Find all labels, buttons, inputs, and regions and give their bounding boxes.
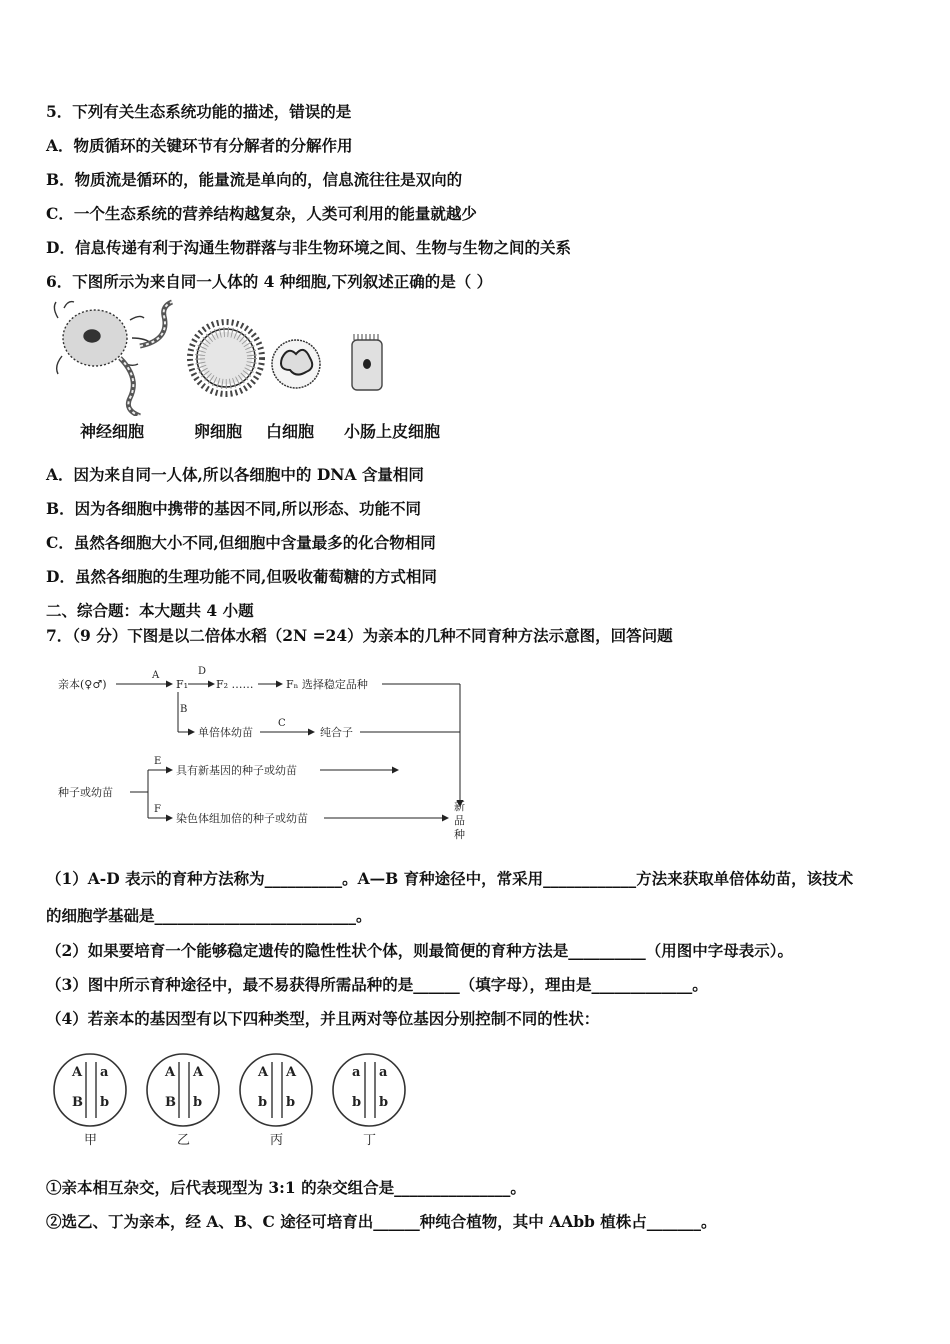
flow-newvariety-3: 种: [454, 828, 465, 841]
nerve-cell-drawing: [54, 302, 172, 416]
cell-label-nerve: 神经细胞: [80, 422, 145, 441]
cell-label-white: 白细胞: [266, 422, 315, 441]
genotype-diagrams: [52, 1052, 432, 1152]
genotype-ding-bottom-left: b: [352, 1095, 362, 1110]
genotype-yi-top-right: A: [193, 1065, 204, 1080]
flow-label-d: D: [198, 666, 207, 677]
question-5-stem: 5．下列有关生态系统功能的描述，错误的是: [46, 102, 352, 121]
flow-label-c: C: [278, 718, 286, 729]
question-6-stem: 6．下图所示为来自同一人体的 4 种细胞,下列叙述正确的是（ ）: [46, 272, 493, 291]
question-7-part-4: （4）若亲本的基因型有以下四种类型，并且两对等位基因分别控制不同的性状：: [46, 1009, 600, 1028]
flow-parent: 亲本(♀♂): [58, 678, 107, 691]
question-7-part-3: （3）图中所示育种途径中，最不易获得所需品种的是______（填字母），理由是_____________。: [46, 975, 708, 994]
genotype-jia-bottom-left: B: [72, 1095, 83, 1110]
flow-fn: Fₙ 选择稳定品种: [286, 678, 368, 691]
genotype-yi: [147, 1054, 219, 1148]
flow-label-b: B: [180, 704, 188, 715]
egg-cell-drawing: [190, 322, 262, 394]
question-5-option-d: D．信息传递有利于沟通生物群落与非生物环境之间、生物与生物之间的关系: [46, 238, 571, 257]
flow-newvariety-1: 新: [454, 800, 465, 813]
flow-label-a: A: [152, 670, 160, 681]
cell-label-intestinal: 小肠上皮细胞: [344, 422, 441, 441]
question-7-part-1a: （1）A-D 表示的育种方法称为__________。A—B 育种途径中，常采用____________方法来获取单倍体幼苗，该技术: [46, 869, 854, 888]
genotype-bing-top-right: A: [286, 1065, 297, 1080]
cell-drawings: [50, 298, 470, 416]
question-7-stem: 7．（9 分）下图是以二倍体水稻（2N =24）为亲本的几种不同育种方法示意图，回答问题: [46, 626, 673, 645]
section-heading: 二、综合题：本大题共 4 小题: [46, 601, 254, 620]
question-7-part-4-sub-2: ②选乙、丁为亲本，经 A、B、C 途径可培育出______种纯合植物，其中 AAbb 植株占_______。: [46, 1212, 717, 1231]
question-6-option-a: A．因为来自同一人体,所以各细胞中的 DNA 含量相同: [46, 465, 424, 484]
genotype-jia-top-left: A: [72, 1065, 83, 1080]
question-5-option-b: B．物质流是循环的，能量流是单向的，信息流往往是双向的: [46, 170, 463, 189]
question-5-option-a: A．物质循环的关键环节有分解者的分解作用: [46, 136, 353, 155]
flow-svg: [58, 660, 478, 845]
genotype-jia-top-right: a: [100, 1065, 109, 1080]
genotype-ding-bottom-right: b: [379, 1095, 389, 1110]
genotype-bing-bottom-right: b: [286, 1095, 296, 1110]
question-7-part-4-sub-1: ①亲本相互杂交，后代表现型为 3:1 的杂交组合是_______________。: [46, 1178, 526, 1197]
question-7-part-1b: 的细胞学基础是__________________________。: [46, 906, 372, 925]
genotype-svg: [52, 1052, 432, 1152]
flow-newvariety-2: 品: [454, 814, 465, 827]
flow-f2: F₂ ……: [216, 678, 254, 691]
genotype-ding-label: 丁: [363, 1133, 377, 1148]
flow-seed: 种子或幼苗: [58, 786, 113, 799]
genotype-bing-label: 丙: [270, 1133, 284, 1148]
white-blood-cell-drawing: [272, 340, 320, 388]
genotype-ding-top-right: a: [379, 1065, 388, 1080]
question-7-part-2: （2）如果要培育一个能够稳定遗传的隐性性状个体，则最简便的育种方法是__________（用图中字母表示）。: [46, 941, 794, 960]
genotype-jia-bottom-right: b: [100, 1095, 110, 1110]
flow-homozygote: 纯合子: [320, 726, 353, 739]
question-6-option-b: B．因为各细胞中携带的基因不同,所以形态、功能不同: [46, 499, 421, 518]
intestinal-epithelial-cell-drawing: [352, 334, 382, 390]
flow-f1: F₁: [176, 678, 189, 691]
genotype-yi-bottom-right: b: [193, 1095, 203, 1110]
cell-illustration: [50, 298, 470, 448]
genotype-bing-bottom-left: b: [258, 1095, 268, 1110]
breeding-flow-diagram: [58, 660, 478, 845]
question-6-option-d: D．虽然各细胞的生理功能不同,但吸收葡萄糖的方式相同: [46, 567, 437, 586]
genotype-yi-label: 乙: [177, 1133, 191, 1148]
flow-label-f: F: [154, 804, 161, 815]
flow-haploid: 单倍体幼苗: [198, 726, 253, 739]
flow-newgene: 具有新基因的种子或幼苗: [176, 764, 297, 777]
genotype-ding-top-left: a: [352, 1065, 361, 1080]
cell-label-egg: 卵细胞: [194, 422, 243, 441]
flow-polyploid: 染色体组加倍的种子或幼苗: [176, 812, 308, 825]
genotype-jia-label: 甲: [84, 1133, 98, 1148]
question-5-option-c: C．一个生态系统的营养结构越复杂，人类可利用的能量就越少: [46, 204, 477, 223]
question-6-option-c: C．虽然各细胞大小不同,但细胞中含量最多的化合物相同: [46, 533, 436, 552]
genotype-bing: [240, 1054, 312, 1148]
flow-label-e: E: [154, 756, 162, 767]
genotype-ding: [333, 1054, 405, 1148]
genotype-jia: [54, 1054, 126, 1148]
genotype-yi-bottom-left: B: [165, 1095, 176, 1110]
genotype-yi-top-left: A: [165, 1065, 176, 1080]
genotype-bing-top-left: A: [258, 1065, 269, 1080]
